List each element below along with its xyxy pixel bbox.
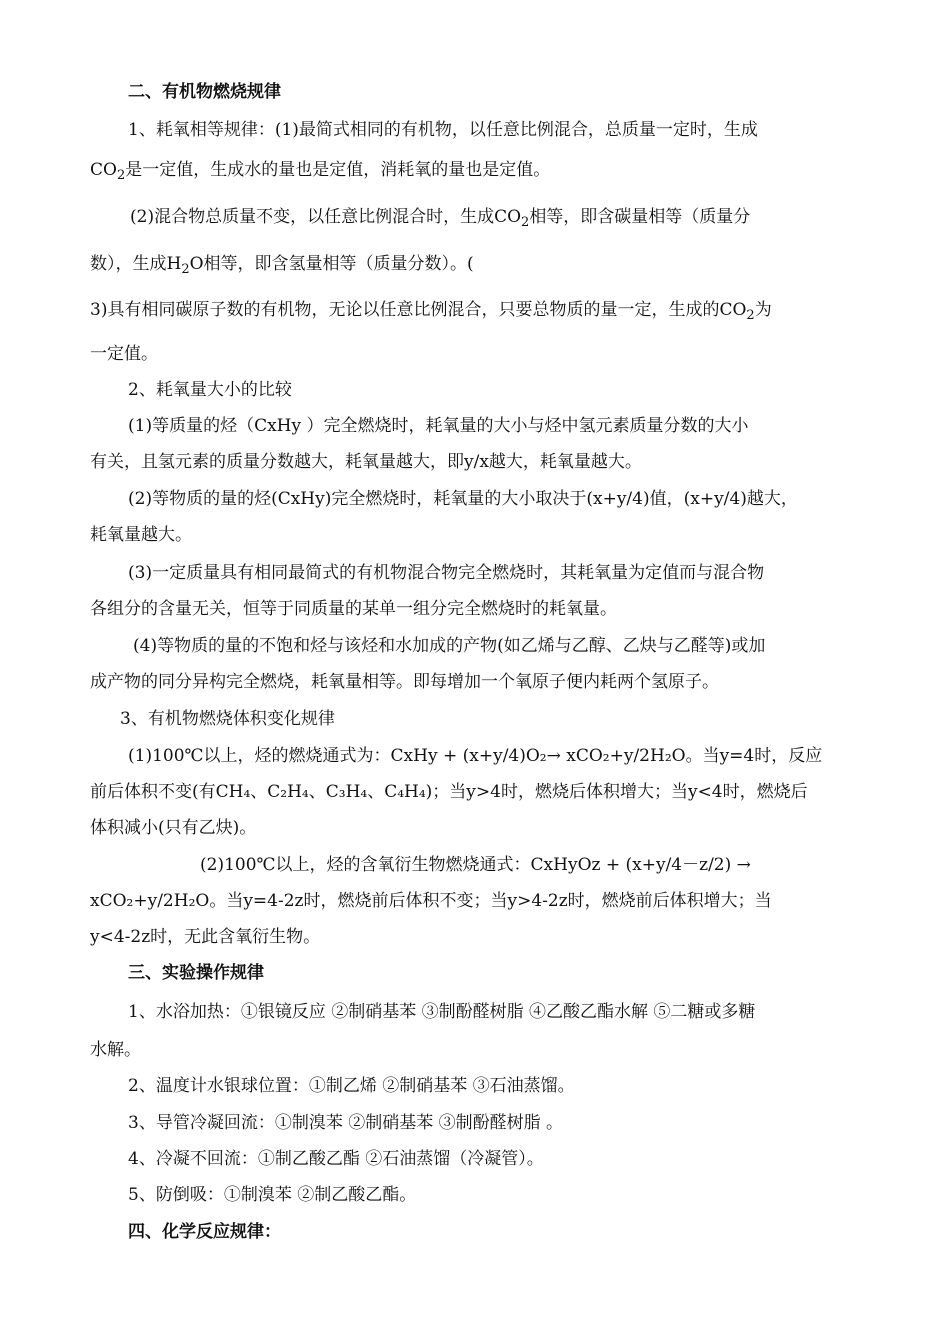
para-fixed-mass-line2: 各组分的含量无关，恒等于同质量的某单一组分完全燃烧时的耗氧量。 — [90, 599, 617, 619]
para-hydrocarbon-volume-line1: (1)100℃以上，烃的燃烧通式为：CxHy + (x+y/4)O₂→ xCO₂+y/2H₂O。当y=4时，反应 — [128, 746, 823, 766]
para-oxygenated-volume-line1: (2)100℃以上，烃的含氧衍生物燃烧通式：CxHyOz + (x+y/4－z/2) → — [200, 855, 751, 875]
para-fixed-mass-line1: (3)一定质量具有相同最简式的有机物混合物完全燃烧时，其耗氧量为定值而与混合物 — [128, 563, 765, 583]
para-oxygenated-volume-line2: xCO₂+y/2H₂O。当y=4-2z时，燃烧前后体积不变；当y>4-2z时，燃烧前后体积增大；当 — [90, 891, 772, 911]
para-oxygen-equal-line1: 1、耗氧相等规律：(1)最简式相同的有机物，以任意比例混合，总质量一定时，生成 — [128, 120, 758, 140]
para-unsaturated-line1: (4)等物质的量的不饱和烃与该烃和水加成的产物(如乙烯与乙醇、乙炔与乙醛等)或加 — [133, 636, 766, 656]
para-same-carbon-line2: 一定值。 — [90, 344, 158, 364]
subheading-oxygen-compare: 2、耗氧量大小的比较 — [128, 380, 292, 400]
para-equal-moles-line1: (2)等物质的量的烃(CxHy)完全燃烧时，耗氧量的大小取决于(x+y/4)值，(x+y/4)越大， — [128, 489, 798, 509]
para-reflux: 3、导管冷凝回流：①制溴苯 ②制硝基苯 ③制酚醛树脂 。 — [128, 1113, 564, 1133]
para-no-reflux: 4、冷凝不回流：①制乙酸乙酯 ②石油蒸馏（冷凝管）。 — [128, 1149, 544, 1169]
para-equal-mass-line2: 有关，且氢元素的质量分数越大，耗氧量越大，即y/x越大，耗氧量越大。 — [90, 452, 642, 472]
para-equal-moles-line2: 耗氧量越大。 — [90, 525, 192, 545]
para-thermometer: 2、温度计水银球位置：①制乙烯 ②制硝基苯 ③石油蒸馏。 — [128, 1076, 575, 1096]
heading-combustion-rules: 二、有机物燃烧规律 — [128, 82, 281, 102]
para-equal-mass-line1: (1)等质量的烃（CxHy ）完全燃烧时，耗氧量的大小与烃中氢元素质量分数的大小 — [128, 416, 749, 436]
para-hydrocarbon-volume-line2: 前后体积不变(有CH₄、C₂H₄、C₃H₄、C₄H₄)；当y>4时，燃烧后体积增大；当y<4时，燃烧后 — [90, 782, 808, 802]
para-same-carbon-line1: 3)具有相同碳原子数的有机物，无论以任意比例混合，只要总物质的量一定，生成的$CO_2$为 — [90, 300, 772, 323]
para-water-bath-line1: 1、水浴加热：①银镜反应 ②制硝基苯 ③制酚醛树脂 ④乙酸乙酯水解 ⑤二糖或多糖 — [128, 1002, 756, 1022]
para-oxygen-equal-line2: $CO_2$是一定值，生成水的量也是定值，消耗氧的量也是定值。 — [90, 160, 551, 183]
para-unsaturated-line2: 成产物的同分异构完全燃烧，耗氧量相等。即每增加一个氧原子便内耗两个氢原子。 — [90, 672, 719, 692]
para-mixture-line1: (2)混合物总质量不变，以任意比例混合时，生成$CO_2$相等，即含碳量相等（质量分 — [130, 207, 751, 230]
heading-reaction-rules: 四、化学反应规律： — [128, 1222, 281, 1242]
subheading-volume-change: 3、有机物燃烧体积变化规律 — [120, 709, 335, 729]
para-water-bath-line2: 水解。 — [90, 1040, 141, 1060]
para-anti-backflow: 5、防倒吸：①制溴苯 ②制乙酸乙酯。 — [128, 1185, 417, 1205]
para-mixture-line2: 数），生成$H_2O$相等，即含氢量相等（质量分数）。( — [90, 254, 474, 277]
para-hydrocarbon-volume-line3: 体积减小(只有乙炔)。 — [90, 818, 257, 838]
para-oxygenated-volume-line3: y<4-2z时，无此含氧衍生物。 — [90, 927, 321, 947]
heading-experiment-rules: 三、实验操作规律 — [128, 963, 264, 983]
